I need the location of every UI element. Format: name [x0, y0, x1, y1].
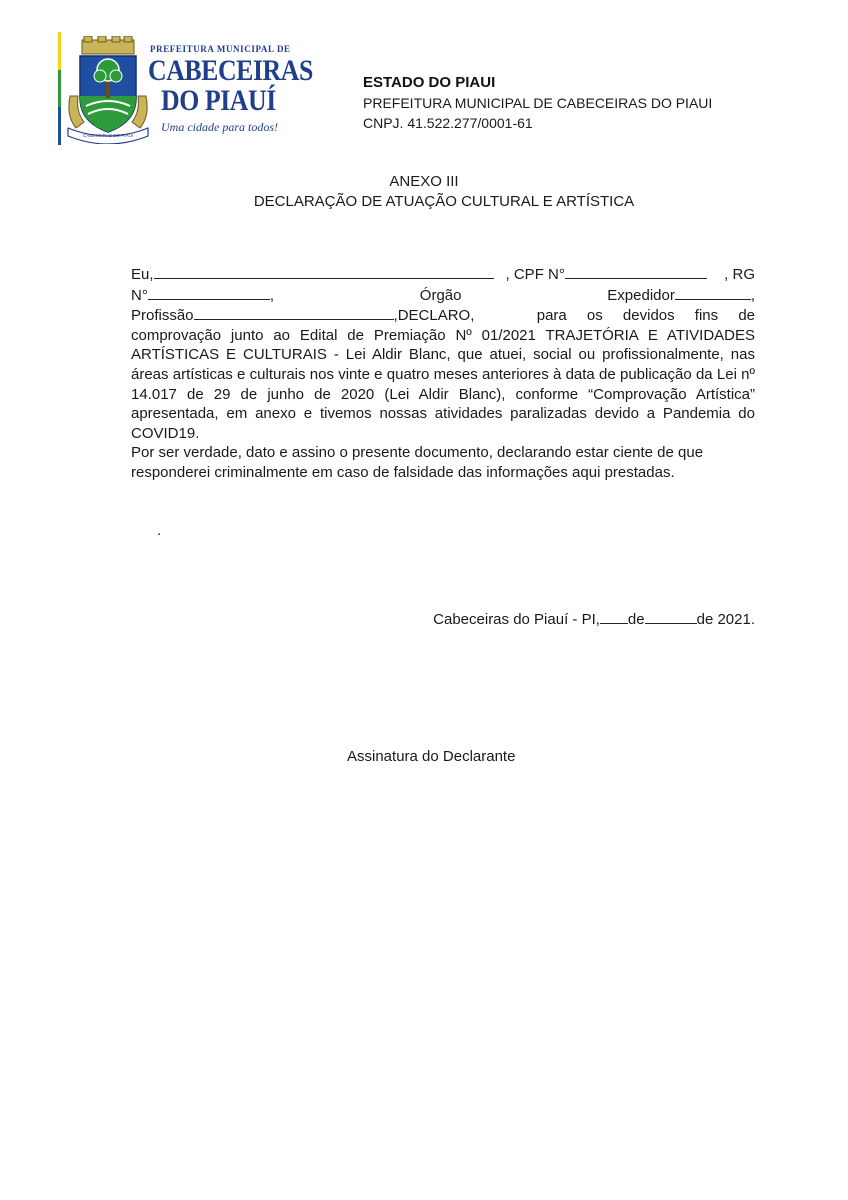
n-label: N°	[131, 286, 148, 304]
date-de: de	[627, 611, 645, 628]
month-blank[interactable]	[645, 609, 697, 624]
coat-of-arms-icon	[66, 36, 150, 144]
green-stripe	[58, 70, 61, 107]
document-header	[363, 73, 712, 133]
yellow-stripe	[58, 32, 61, 70]
declaration-body	[131, 264, 755, 483]
day-blank[interactable]	[600, 609, 628, 624]
declaro-label: ,DECLARO,	[393, 307, 475, 325]
logo-slogan: Uma cidade para todos!	[161, 120, 278, 134]
form-line-2	[131, 285, 755, 306]
orgao-label: Órgão	[419, 286, 462, 304]
state-name: ESTADO DO PIAUI	[363, 74, 496, 91]
stray-dot: .	[157, 522, 162, 539]
eu-label: Eu,	[131, 266, 154, 283]
prefecture-name: PREFEITURA MUNICIPAL DE CABECEIRAS DO PIAUI	[363, 95, 713, 111]
expedidor-label: Expedidor	[607, 286, 675, 304]
form-line-3	[131, 305, 755, 326]
cpf-blank[interactable]	[565, 264, 707, 279]
name-blank[interactable]	[154, 264, 494, 279]
svg-text:CABECEIRAS DO PIAUÍ: CABECEIRAS DO PIAUÍ	[82, 133, 134, 138]
rg-label: , RG	[724, 266, 755, 283]
declaration-title: DECLARAÇÃO DE ATUAÇÃO CULTURAL E ARTÍSTICA	[253, 193, 635, 210]
annex-title: ANEXO III	[389, 173, 459, 190]
date-year: de 2021.	[696, 611, 755, 628]
logo-name-line1: CABECEIRAS	[148, 54, 313, 87]
profissao-label: Profissão	[131, 307, 194, 325]
profissao-blank[interactable]	[194, 305, 394, 320]
logo-name-line2: DO PIAUÍ	[161, 84, 276, 117]
declaro-rest: para os devidos fins de	[536, 307, 755, 325]
document-titles	[0, 172, 848, 212]
blue-stripe	[58, 107, 61, 145]
orgao-expedidor-blank[interactable]	[675, 285, 751, 300]
declaration-paragraph: comprovação junto ao Edital de Premiação Nº 01/2021 TRAJETÓRIA E ATIVIDADES ARTÍSTICAS E CULTURAIS - Lei Aldir Blanc, que atuei, social ou profissionalmente, nas áreas artísticas e culturais nos vinte e quatro meses anteriores à data de publicação da Lei nº 14.017 de 29 de junho de 2020 (Lei Aldir Blanc), conforme “Comprovação Artística” apresentada, em anexo e tivemos nossas atividades paralizadas devido a Pandemia do COVID19.	[131, 326, 755, 442]
cnpj-number: CNPJ. 41.522.277/0001-61	[363, 115, 533, 131]
rg-blank[interactable]	[148, 285, 270, 300]
comma2-label: ,	[750, 286, 755, 304]
cpf-label: , CPF N°	[505, 266, 565, 283]
form-line-1	[131, 264, 755, 285]
logo-prefecture-text: PREFEITURA MUNICIPAL DE	[150, 44, 291, 54]
date-line	[433, 609, 755, 628]
comma-label: ,	[269, 286, 275, 304]
logo-color-stripes	[58, 32, 64, 145]
date-place: Cabeceiras do Piauí - PI,	[433, 611, 600, 628]
signature-label: Assinatura do Declarante	[347, 748, 516, 765]
truth-paragraph: Por ser verdade, dato e assino o presente documento, declarando estar ciente de que responderei criminalmente em caso de falsidade das informações aqui prestadas.	[131, 444, 704, 481]
municipal-logo	[58, 32, 313, 147]
